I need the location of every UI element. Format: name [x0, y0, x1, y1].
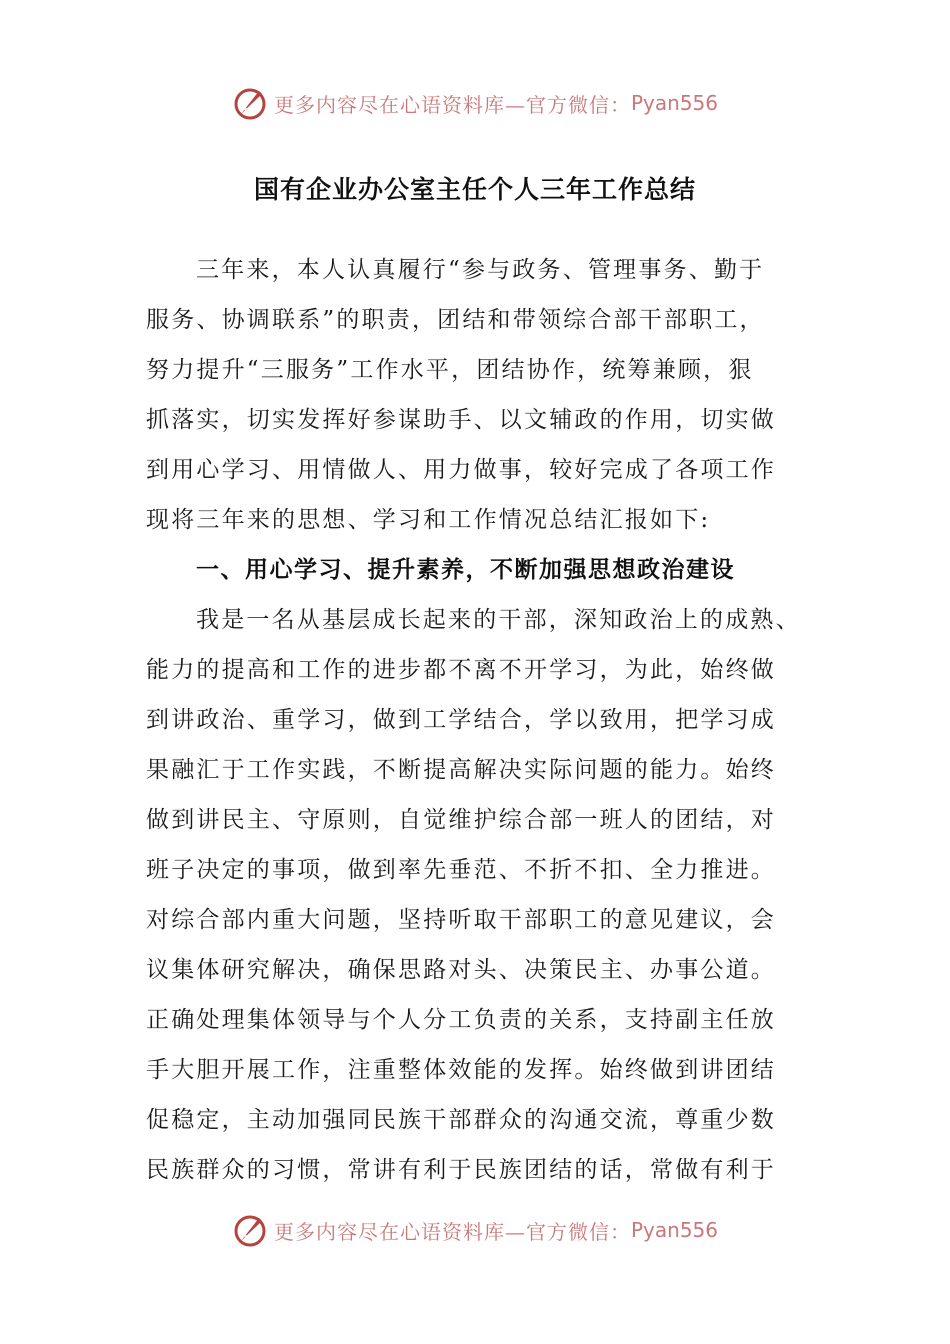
banner-text: 更多内容尽在心语资料库—官方微信：	[273, 92, 631, 117]
paragraph-line: 能力的提高和工作的进步都不离不开学习，为此，始终做	[146, 657, 776, 683]
paragraph-line: 民族群众的习惯，常讲有利于民族团结的话，常做有利于	[146, 1157, 776, 1183]
banner-wechat-id: Pyan556	[630, 1218, 718, 1242]
paragraph-line: 到讲政治、重学习，做到工学结合，学以致用，把学习成	[146, 707, 776, 733]
paragraph-line: 三年来，本人认真履行“参与政务、管理事务、勤于	[196, 257, 765, 283]
document-body	[146, 245, 826, 1195]
paragraph-line: 正确处理集体领导与个人分工负责的关系，支持副主任放	[146, 1007, 776, 1033]
paragraph-line: 手大胆开展工作，注重整体效能的发挥。始终做到讲团结	[146, 1057, 776, 1083]
quill-logo-icon	[232, 1212, 268, 1248]
paragraph-line: 班子决定的事项，做到率先垂范、不折不扣、全力推进。	[146, 857, 776, 883]
quill-logo-icon	[232, 85, 268, 121]
footer-watermark-banner	[0, 1210, 950, 1250]
header-watermark-banner	[0, 83, 950, 123]
paragraph-line: 抓落实，切实发挥好参谋助手、以文辅政的作用，切实做	[146, 407, 776, 433]
banner-wechat-id: Pyan556	[630, 91, 718, 115]
document-title: 国有企业办公室主任个人三年工作总结	[253, 175, 696, 204]
banner-text: 更多内容尽在心语资料库—官方微信：	[273, 1219, 631, 1244]
paragraph-line: 努力提升“三服务”工作水平，团结协作，统筹兼顾，狠	[146, 357, 754, 383]
section-heading: 一、用心学习、提升素养，不断加强思想政治建设	[196, 557, 735, 583]
paragraph-line: 对综合部内重大问题，坚持听取干部职工的意见建议，会	[146, 907, 776, 933]
paragraph-line: 果融汇于工作实践，不断提高解决实际问题的能力。始终	[146, 757, 776, 783]
paragraph-line: 服务、协调联系”的职责，团结和带领综合部干部职工，	[146, 307, 765, 333]
paragraph-line: 议集体研究解决，确保思路对头、决策民主、办事公道。	[146, 957, 776, 983]
paragraph-line: 促稳定，主动加强同民族干部群众的沟通交流，尊重少数	[146, 1107, 776, 1133]
paragraph-line: 做到讲民主、守原则，自觉维护综合部一班人的团结，对	[146, 807, 776, 833]
paragraph-line: 现将三年来的思想、学习和工作情况总结汇报如下:	[146, 507, 711, 533]
paragraph-line: 我是一名从基层成长起来的干部，深知政治上的成熟、	[196, 607, 801, 633]
paragraph-line: 到用心学习、用情做人、用力做事，较好完成了各项工作	[146, 457, 776, 483]
